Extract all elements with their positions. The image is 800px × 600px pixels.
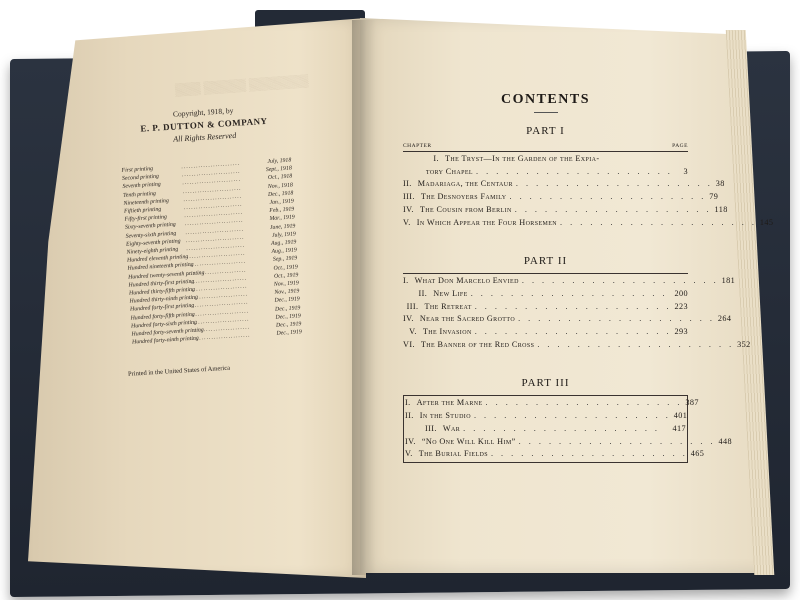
leader-dots: ........................ bbox=[187, 267, 247, 277]
leader-dots: ........................ bbox=[190, 316, 250, 326]
printing-label: Seventh printing bbox=[122, 181, 161, 191]
leader-dots: ........................ bbox=[186, 242, 246, 253]
chapter-number: IV. bbox=[403, 204, 414, 214]
chapter-title: The Retreat bbox=[424, 301, 472, 311]
page-number: 200 bbox=[674, 288, 688, 298]
chapter-number: I. bbox=[433, 154, 439, 163]
toc-entry bbox=[403, 191, 719, 204]
printing-date: Nov., 1919 bbox=[273, 280, 299, 288]
copyright-page bbox=[118, 102, 304, 378]
leader-dots: ........................ bbox=[185, 234, 245, 244]
page-number: 118 bbox=[714, 204, 728, 214]
leader-dots: ........................ bbox=[190, 308, 250, 318]
chapter-number: V. bbox=[409, 327, 417, 337]
chapter-title: The Cousin from Berlin bbox=[419, 204, 512, 214]
printing-date: Jan., 1919 bbox=[269, 198, 294, 206]
printing-date: Dec., 1919 bbox=[275, 313, 301, 321]
rights-reserved: All Rights Reserved bbox=[172, 130, 237, 144]
printing-date: June, 1919 bbox=[269, 223, 296, 231]
printing-label: Fifty-first printing bbox=[124, 214, 168, 224]
page-number: 181 bbox=[721, 276, 736, 286]
printing-date: Oct., 1918 bbox=[267, 173, 293, 182]
chapter-title: “No One Will Kill Him” bbox=[421, 436, 516, 446]
chapter-title: What Don Marcelo Envied bbox=[414, 276, 519, 286]
chapter-page-header bbox=[403, 143, 688, 149]
page-number: 79 bbox=[709, 192, 719, 202]
page-label: PAGE bbox=[672, 143, 688, 149]
page-number: 465 bbox=[690, 449, 705, 459]
printing-date: Aug., 1919 bbox=[271, 247, 297, 256]
chapter-title: In Which Appear the Four Horsemen bbox=[416, 217, 558, 227]
chapter-number: III. bbox=[403, 192, 415, 202]
printing-date: Sep., 1919 bbox=[272, 255, 298, 264]
chapter-title: The Burial Fields bbox=[418, 449, 488, 459]
leader-dots: ........................ bbox=[187, 258, 247, 269]
chapter-number: V. bbox=[405, 449, 413, 459]
toc-entry bbox=[403, 288, 688, 301]
leader-dots: . . . . . . . . . . . . . . . . . . . . bbox=[473, 411, 671, 421]
page-number: 38 bbox=[715, 179, 725, 189]
printing-label: Hundred thirty-ninth printing bbox=[129, 294, 199, 305]
leader-dots: . . . . . . . . . . . . . . . . . . . . bbox=[490, 449, 688, 459]
chapter-number: I. bbox=[405, 398, 411, 408]
toc-entry bbox=[403, 153, 688, 166]
leader-dots: ........................ bbox=[184, 209, 244, 220]
chapter-number: I. bbox=[403, 276, 409, 286]
printing-label: Hundred forty-ninth printing bbox=[131, 335, 199, 346]
part-heading: PART I bbox=[526, 125, 565, 137]
leader-dots: ........................ bbox=[191, 324, 251, 334]
toc-entry bbox=[403, 275, 736, 288]
printing-label: First printing bbox=[121, 165, 154, 174]
page-number: 264 bbox=[717, 314, 732, 324]
leader-dots: ........................ bbox=[181, 160, 241, 171]
chapter-number: V. bbox=[403, 217, 411, 227]
leader-dots: . . . . . . . . . . . . . . . . . . . . bbox=[514, 204, 712, 214]
toc-entry bbox=[403, 204, 728, 217]
leader-dots: . . . . . . . . . . . . . . . . . . . . bbox=[518, 314, 715, 324]
chapter-title: The Invasion bbox=[422, 327, 472, 337]
toc-entry bbox=[405, 448, 705, 461]
book-gutter bbox=[352, 20, 376, 575]
bleed-through-text: ▒▒▒ ▒▒▒▒▒ ▒▒▒▒▒▒▒ bbox=[174, 73, 309, 97]
printing-date: Mar., 1919 bbox=[269, 214, 295, 223]
printing-label: Sixty-seventh printing bbox=[124, 222, 176, 232]
printing-label: Hundred forty-first printing bbox=[129, 303, 195, 314]
chapter-number: IV. bbox=[403, 314, 414, 324]
chapter-title: In the Studio bbox=[419, 411, 471, 421]
leader-dots: . . . . . . . . . . . . . . . . . . . . bbox=[521, 276, 719, 286]
toc-entry bbox=[403, 301, 688, 314]
toc-entry bbox=[405, 410, 686, 423]
leader-dots: . . . . . . . . . . . . . . . . . . . . bbox=[476, 166, 673, 176]
page-number: 448 bbox=[718, 436, 732, 446]
toc-entry bbox=[405, 423, 686, 436]
printing-date: Dec., 1919 bbox=[276, 329, 302, 337]
printing-date: July, 1918 bbox=[267, 157, 292, 165]
page-number: 387 bbox=[685, 398, 699, 408]
chapter-title: New Life bbox=[433, 288, 468, 298]
toc-entry bbox=[403, 313, 732, 326]
chapter-number: II. bbox=[403, 179, 412, 189]
printing-date: July, 1919 bbox=[271, 231, 296, 239]
leader-dots: ........................ bbox=[184, 217, 244, 228]
printing-label: Hundred forty-seventh printing bbox=[131, 327, 204, 338]
printing-date: Dec., 1919 bbox=[274, 296, 300, 305]
toc-entry bbox=[403, 178, 725, 191]
toc-entry bbox=[403, 339, 751, 352]
chapter-number: III. bbox=[406, 301, 419, 311]
leader-dots: ........................ bbox=[183, 201, 243, 212]
part-heading: PART II bbox=[523, 255, 568, 268]
printing-label: Fiftieth printing bbox=[123, 206, 162, 215]
leader-dots: . . . . . . . . . . . . . . . . . . . . bbox=[518, 436, 716, 446]
leader-dots: . . . . . . . . . . . . . . . . . . . . bbox=[515, 179, 713, 189]
chapter-title-continued: tory Chapel bbox=[425, 166, 473, 176]
page-number: 145 bbox=[759, 217, 774, 227]
leader-dots: . . . . . . . . . . . . . . . . . . . . bbox=[485, 398, 683, 408]
chapter-title: After the Marne bbox=[416, 398, 483, 408]
printing-label: Hundred thirty-first printing bbox=[128, 278, 195, 289]
leader-dots: ........................ bbox=[188, 283, 248, 294]
page-number: 223 bbox=[674, 301, 688, 311]
printing-date: Oct., 1919 bbox=[273, 272, 299, 280]
chapter-number: II. bbox=[418, 288, 428, 298]
chapter-title: The Tryst—In the Garden of the Expia- bbox=[445, 154, 600, 163]
leader-dots: ........................ bbox=[181, 168, 241, 179]
chapter-title: Near the Sacred Grotto bbox=[419, 314, 516, 324]
printing-date: Nov., 1919 bbox=[274, 288, 300, 297]
printing-label: Nineteenth printing bbox=[123, 197, 169, 207]
printing-label: Seventy-sixth printing bbox=[125, 230, 177, 240]
page-number: 293 bbox=[674, 327, 688, 337]
page-number: 417 bbox=[672, 423, 686, 433]
toc-entry bbox=[405, 397, 699, 410]
leader-dots: . . . . . . . . . . . . . . . . . . . . bbox=[509, 192, 707, 202]
toc-section bbox=[403, 273, 751, 351]
leader-dots: . . . . . . . . . . . . . . . . . . . . bbox=[463, 423, 660, 433]
printing-label: Hundred twenty-seventh printing bbox=[127, 269, 205, 281]
printing-date: Oct., 1919 bbox=[273, 263, 298, 272]
chapter-number: VI. bbox=[403, 339, 415, 349]
printing-label: Hundred thirty-fifth printing bbox=[128, 286, 195, 297]
printing-label: Hundred eleventh printing bbox=[126, 254, 189, 264]
chapter-title: The Desnoyers Family bbox=[420, 192, 507, 202]
printing-date: Aug., 1919 bbox=[270, 239, 297, 247]
chapter-number: IV. bbox=[405, 436, 416, 446]
publisher-name: E. P. DUTTON & COMPANY bbox=[140, 115, 268, 134]
printing-label: Hundred forty-fifth printing bbox=[130, 311, 195, 322]
toc-section bbox=[403, 395, 732, 463]
leader-dots: . . . . . . . . . . . . . . . . . . . . bbox=[470, 288, 668, 298]
toc-entry-continued bbox=[403, 166, 688, 179]
chapter-title: Madariaga, the Centaur bbox=[417, 179, 513, 189]
printing-label: Eighty-seventh printing bbox=[125, 238, 181, 248]
printing-history bbox=[121, 157, 302, 348]
toc-entry bbox=[405, 436, 732, 449]
printing-label: Ninety-eighth printing bbox=[126, 246, 179, 256]
chapter-label: CHAPTER bbox=[403, 143, 432, 149]
leader-dots: ........................ bbox=[182, 185, 242, 195]
chapter-title: The Banner of the Red Cross bbox=[420, 339, 535, 349]
contents-title: CONTENTS bbox=[500, 92, 591, 107]
printing-label: Second printing bbox=[121, 173, 160, 183]
toc-section bbox=[403, 151, 774, 229]
leader-dots: . . . . . . . . . . . . . . . . . . . . bbox=[560, 217, 757, 227]
printing-date: Dec., 1919 bbox=[274, 304, 301, 313]
page-number: 352 bbox=[737, 339, 751, 349]
leader-dots: ........................ bbox=[189, 299, 249, 310]
printed-in-line: Printed in the United States of America bbox=[127, 365, 231, 379]
leader-dots: . . . . . . . . . . . . . . . . . . . . bbox=[474, 301, 672, 311]
printing-label: Hundred forty-sixth printing bbox=[130, 319, 197, 330]
leader-dots: ........................ bbox=[189, 291, 249, 302]
printing-date: Feb., 1919 bbox=[269, 206, 295, 215]
chapter-number: III. bbox=[425, 423, 437, 433]
leader-dots: ........................ bbox=[185, 226, 245, 236]
toc-parts bbox=[403, 125, 774, 463]
printing-label: Tenth printing bbox=[122, 190, 157, 199]
printing-label: Hundred nineteenth printing bbox=[127, 262, 194, 273]
leader-dots: . . . . . . . . . . . . . . . . . . . . bbox=[474, 327, 672, 337]
leader-dots: ........................ bbox=[183, 193, 243, 203]
printing-date: Sept., 1918 bbox=[265, 165, 292, 174]
page-number: 401 bbox=[673, 411, 688, 421]
toc-entry bbox=[403, 217, 774, 230]
leader-dots: . . . . . . . . . . . . . . . . . . . . bbox=[537, 339, 735, 349]
chapter-number: II. bbox=[405, 411, 414, 421]
chapter-title: War bbox=[442, 423, 461, 433]
leader-dots: ........................ bbox=[182, 177, 242, 187]
title-rule bbox=[534, 112, 558, 113]
leader-dots: ........................ bbox=[188, 275, 248, 285]
toc-entry bbox=[403, 326, 688, 339]
part-heading: PART III bbox=[521, 377, 570, 390]
printing-date: Dec., 1919 bbox=[275, 321, 302, 329]
printing-date: Dec., 1918 bbox=[267, 190, 294, 198]
table-of-contents bbox=[403, 92, 774, 463]
copyright-line: Copyright, 1918, by bbox=[172, 105, 234, 119]
leader-dots: ........................ bbox=[191, 332, 251, 343]
printing-date: Nov., 1918 bbox=[267, 182, 293, 190]
page-number: 3 bbox=[683, 166, 688, 176]
leader-dots: ........................ bbox=[186, 250, 246, 261]
